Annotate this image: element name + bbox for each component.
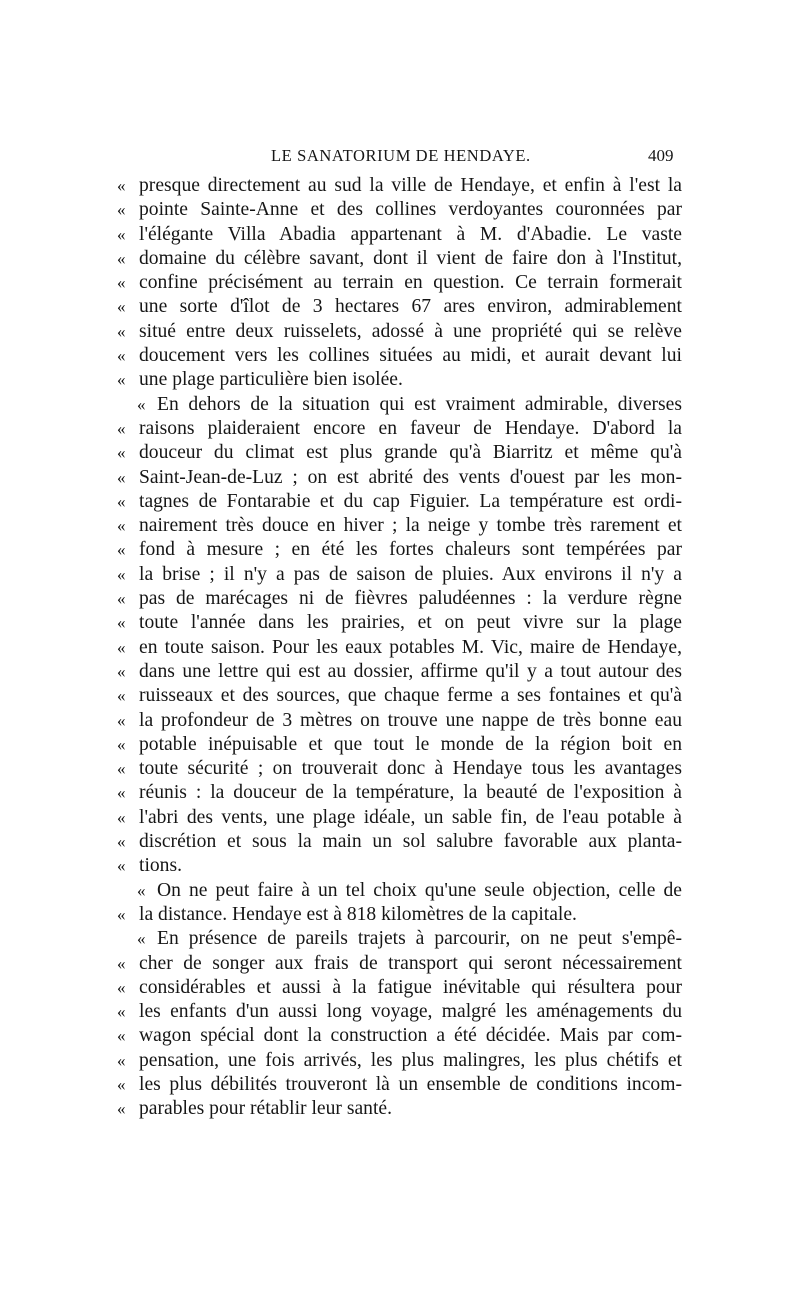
quote-mark: «: [137, 394, 146, 414]
line-text: On ne peut faire à un tel choix qu'une seule objection, celle de: [157, 879, 682, 901]
line-text: une plage particulière bien isolée.: [139, 369, 403, 391]
text-line: [117, 344, 682, 368]
quote-mark: «: [117, 661, 126, 681]
page-number: 409: [648, 146, 674, 165]
line-text: wagon spécial dont la construction a été décidée. Mais par com-: [139, 1025, 682, 1047]
text-line: [117, 733, 682, 757]
quote-mark: «: [117, 589, 126, 609]
text-line: [117, 1024, 682, 1048]
line-text: parables pour rétablir leur santé.: [139, 1098, 392, 1120]
running-title: LE SANATORIUM DE HENDAYE.: [271, 146, 531, 165]
text-line: [117, 611, 682, 635]
line-text: la distance. Hendaye est à 818 kilomètres de la capitale.: [139, 903, 577, 925]
text-line: [117, 927, 682, 951]
quote-mark: «: [117, 297, 126, 317]
quote-mark: «: [117, 321, 126, 341]
quote-mark: «: [117, 564, 126, 584]
text-line: [117, 393, 682, 417]
text-line: [117, 271, 682, 295]
body-text: [117, 174, 682, 1122]
quote-mark: «: [117, 346, 126, 366]
line-text: l'élégante Villa Abadia appartenant à M. d'Abadie. Le vaste: [139, 223, 682, 245]
quote-mark: «: [117, 1026, 126, 1046]
text-line: [117, 223, 682, 247]
line-text: cher de songer aux frais de transport qui seront nécessairement: [139, 952, 682, 974]
quote-mark: «: [117, 1050, 126, 1070]
quote-mark: «: [117, 734, 126, 754]
quote-mark: «: [117, 491, 126, 511]
line-text: confine précisément au terrain en question. Ce terrain formerait: [139, 272, 682, 294]
text-line: [117, 587, 682, 611]
quote-mark: «: [117, 467, 126, 487]
line-text: réunis : la douceur de la température, la beauté de l'exposition à: [139, 782, 682, 804]
quote-mark: «: [117, 1074, 126, 1094]
quote-mark: «: [117, 832, 126, 852]
text-line: [117, 295, 682, 319]
quote-mark: «: [117, 783, 126, 803]
quote-mark: «: [117, 200, 126, 220]
line-text: En dehors de la situation qui est vraiment admirable, diverses: [157, 393, 682, 415]
quote-mark: «: [117, 248, 126, 268]
text-line: [117, 1097, 682, 1121]
text-line: [117, 903, 682, 927]
text-line: [117, 684, 682, 708]
quote-mark: «: [117, 759, 126, 779]
text-line: [117, 636, 682, 660]
line-text: toute sécurité ; on trouverait donc à Hendaye tous les avantages: [139, 758, 682, 780]
line-text: les enfants d'un aussi long voyage, malgré les aménagements du: [139, 1001, 682, 1023]
text-line: [117, 806, 682, 830]
quote-mark: «: [117, 686, 126, 706]
line-text: la brise ; il n'y a pas de saison de pluies. Aux environs il n'y a: [139, 563, 682, 585]
quote-mark: «: [117, 1099, 126, 1119]
text-line: [117, 466, 682, 490]
quote-mark: «: [117, 443, 126, 463]
line-text: potable inépuisable et que tout le monde de la région boit en: [139, 733, 682, 755]
text-line: [117, 1049, 682, 1073]
quote-mark: «: [117, 953, 126, 973]
quote-mark: «: [117, 516, 126, 536]
text-line: [117, 198, 682, 222]
quote-mark: «: [117, 637, 126, 657]
quote-mark: «: [117, 370, 126, 390]
line-text: tions.: [139, 855, 183, 877]
quote-mark: «: [117, 977, 126, 997]
line-text: fond à mesure ; en été les fortes chaleurs sont tempérées par: [139, 539, 682, 561]
quote-mark: «: [117, 807, 126, 827]
line-text: en toute saison. Pour les eaux potables M. Vic, maire de Hendaye,: [139, 636, 682, 658]
text-line: [117, 1000, 682, 1024]
quote-mark: «: [117, 856, 126, 876]
quote-mark: «: [117, 904, 126, 924]
quote-mark: «: [117, 176, 126, 195]
line-text: toute l'année dans les prairies, et on peut vivre sur la plage: [139, 612, 682, 634]
text-line: [117, 781, 682, 805]
line-text: tagnes de Fontarabie et du cap Figuier. La température est ordi-: [139, 490, 682, 512]
text-line: [117, 247, 682, 271]
line-text: raisons plaideraient encore en faveur de Hendaye. D'abord la: [139, 417, 682, 439]
line-text: une sorte d'îlot de 3 hectares 67 ares environ, admirablement: [139, 296, 682, 318]
line-text: ruisseaux et des sources, que chaque ferme a ses fontaines et qu'à: [139, 685, 682, 707]
text-line: [117, 368, 682, 392]
text-line: [117, 830, 682, 854]
text-line: [117, 660, 682, 684]
text-line: [117, 709, 682, 733]
line-text: pointe Sainte-Anne et des collines verdoyantes couronnées par: [139, 199, 682, 221]
quote-mark: «: [117, 613, 126, 633]
quote-mark: «: [117, 540, 126, 560]
line-text: presque directement au sud la ville de Hendaye, et enfin à l'est la: [139, 175, 682, 196]
text-line: [117, 1073, 682, 1097]
text-line: [117, 854, 682, 878]
text-line: [117, 538, 682, 562]
line-text: nairement très douce en hiver ; la neige y tombe très rarement et: [139, 515, 682, 537]
quote-mark: «: [117, 1002, 126, 1022]
line-text: domaine du célèbre savant, dont il vient de faire don à l'Institut,: [139, 247, 682, 269]
running-head: [0, 146, 800, 166]
line-text: dans une lettre qui est au dossier, affirme qu'il y a tout autour des: [139, 660, 682, 682]
quote-mark: «: [137, 880, 146, 900]
text-line: [117, 514, 682, 538]
line-text: En présence de pareils trajets à parcourir, on ne peut s'empê-: [157, 928, 682, 950]
line-text: les plus débilités trouveront là un ensemble de conditions incom-: [139, 1073, 682, 1095]
text-line: [117, 976, 682, 1000]
text-line: [117, 441, 682, 465]
quote-mark: «: [117, 273, 126, 293]
quote-mark: «: [117, 224, 126, 244]
line-text: doucement vers les collines situées au midi, et aurait devant lui: [139, 345, 682, 367]
line-text: pas de marécages ni de fièvres paludéennes : la verdure règne: [139, 588, 682, 610]
line-text: pensation, une fois arrivés, les plus malingres, les plus chétifs et: [139, 1049, 682, 1071]
text-line: [117, 320, 682, 344]
text-line: [117, 563, 682, 587]
text-line: [117, 174, 682, 198]
line-text: la profondeur de 3 mètres on trouve une nappe de très bonne eau: [139, 709, 682, 731]
line-text: Saint-Jean-de-Luz ; on est abrité des vents d'ouest par les mon-: [139, 466, 682, 488]
text-line: [117, 757, 682, 781]
line-text: douceur du climat est plus grande qu'à Biarritz et même qu'à: [139, 442, 682, 464]
quote-mark: «: [117, 710, 126, 730]
quote-mark: «: [117, 418, 126, 438]
line-text: considérables et aussi à la fatigue inévitable qui résultera pour: [139, 976, 682, 998]
text-line: [117, 417, 682, 441]
text-line: [117, 879, 682, 903]
quote-mark: «: [137, 929, 146, 949]
line-text: l'abri des vents, une plage idéale, un sable fin, de l'eau potable à: [139, 806, 682, 828]
line-text: situé entre deux ruisselets, adossé à une propriété qui se relève: [139, 320, 682, 342]
text-line: [117, 952, 682, 976]
line-text: discrétion et sous la main un sol salubre favorable aux planta-: [139, 831, 682, 853]
text-line: [117, 490, 682, 514]
